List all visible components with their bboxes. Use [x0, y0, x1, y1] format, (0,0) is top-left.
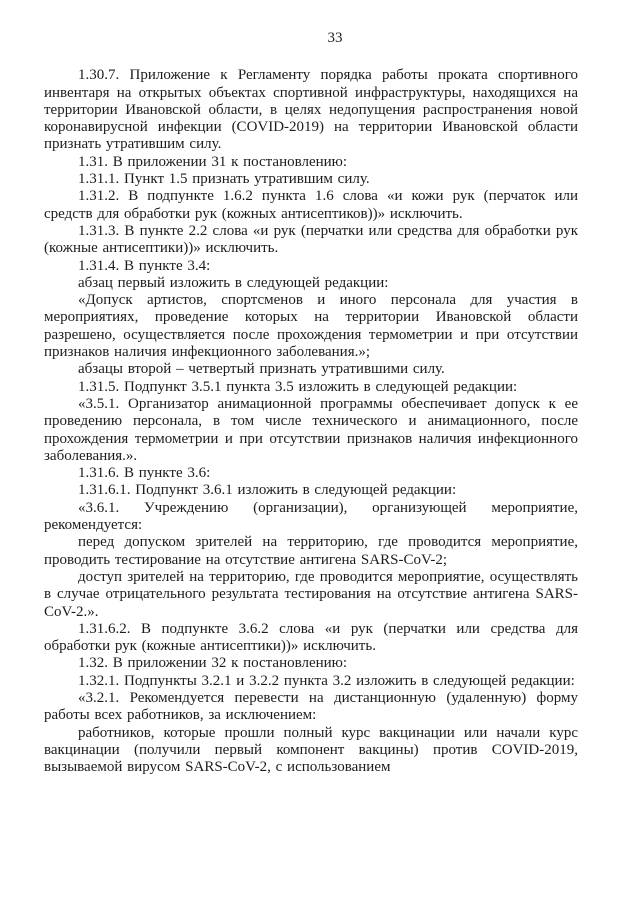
paragraph: доступ зрителей на территорию, где проводится мероприятие, осуществлять в случае отрицательного результата тестирования на отсутствие антигена SARS-CoV-2.».: [44, 568, 578, 620]
paragraph: 1.31.4. В пункте 3.4:: [78, 257, 211, 274]
page-number: 33: [327, 30, 343, 46]
paragraph: 1.31. В приложении 31 к постановлению:: [78, 153, 348, 170]
paragraph: «3.5.1. Организатор анимационной программы обеспечивает допуск к ее проведению персонала, в том числе технического и анимационного, после прохождения термометрии и при отсутствии признаков наличия инфекционного заболевания.».: [44, 395, 578, 464]
paragraph: 1.32.1. Подпункты 3.2.1 и 3.2.2 пункта 3.2 изложить в следующей редакции:: [78, 672, 575, 689]
paragraph: «3.2.1. Рекомендуется перевести на дистанционную (удаленную) форму работы всех работников, за исключением:: [44, 689, 578, 724]
paragraph: 1.31.2. В подпункте 1.6.2 пункта 1.6 слова «и кожи рук (перчаток или средств для обработки рук (кожных антисептиков))» исключить.: [44, 188, 578, 222]
paragraph: «3.6.1. Учреждению (организации), организующей мероприятие, рекомендуется:: [44, 499, 578, 534]
paragraph: абзац первый изложить в следующей редакции:: [78, 274, 389, 291]
paragraph: 1.31.6.2. В подпункте 3.6.2 слова «и рук (перчатки или средства для обработки рук (кожные антисептики))» исключить.: [44, 620, 578, 655]
document-body: [0, 47, 640, 776]
paragraph: «Допуск артистов, спортсменов и иного персонала для участия в мероприятиях, проведение которых на территории Ивановской области разрешено, осуществляется после прохождения термометрии и при отсутствии признаков наличия инфекционного заболевания.»;: [44, 292, 578, 361]
paragraph: перед допуском зрителей на территорию, где проводится мероприятие, проводить тестирование на отсутствие антигена SARS-CoV-2;: [44, 534, 578, 568]
paragraph: 1.31.3. В пункте 2.2 слова «и рук (перчатки или средства для обработки рук (кожные антисептики))» исключить.: [44, 222, 578, 257]
paragraph: 1.31.1. Пункт 1.5 признать утратившим силу.: [78, 171, 370, 188]
paragraph: 1.31.5. Подпункт 3.5.1 пункта 3.5 изложить в следующей редакции:: [78, 378, 518, 395]
paragraph: 1.30.7. Приложение к Регламенту порядка работы проката спортивного инвентаря на открытых объектах спортивной инфраструктуры, находящихся на территории Ивановской области, в целях недопущения распространения новой коронавирусной инфекции (COVID-2019) на территории Ивановской области признать утратившим силу.: [44, 67, 578, 153]
paragraph: работников, которые прошли полный курс вакцинации или начали курс вакцинации (получили первый компонент вакцины) против COVID-2019, вызываемой вирусом SARS-CoV-2, с использованием: [44, 724, 578, 776]
paragraph: 1.31.6.1. Подпункт 3.6.1 изложить в следующей редакции:: [78, 482, 457, 499]
paragraph: 1.32. В приложении 32 к постановлению:: [78, 655, 348, 672]
paragraph: абзацы второй – четвертый признать утратившими силу.: [78, 361, 445, 378]
paragraph: 1.31.6. В пункте 3.6:: [78, 465, 211, 482]
